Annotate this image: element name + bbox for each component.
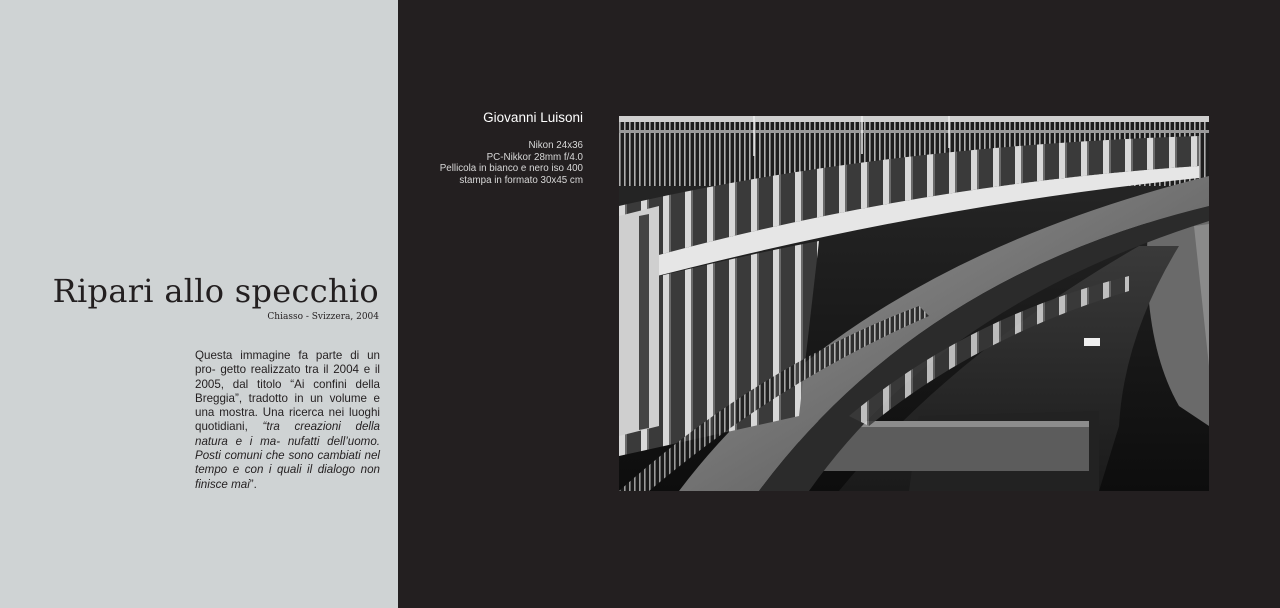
technical-specs (440, 140, 583, 186)
left-panel (0, 0, 398, 608)
spec-camera: Nikon 24x36 (528, 140, 583, 151)
photo-description (195, 349, 380, 492)
spec-film: Pellicola in bianco e nero iso 400 (439, 163, 583, 174)
spec-lens: PC-Nikkor 28mm f/4.0 (486, 151, 583, 163)
photographer-name: Giovanni Luisoni (483, 110, 583, 125)
description-quote: “tra creazioni della natura e i ma- nufatti dell’uomo. Posti comuni che sono cambiati nel tempo e con i quali il dialogo non finisce mai (195, 420, 380, 491)
photo-title: Ripari allo specchio (52, 272, 379, 310)
description-closing: ”. (249, 477, 257, 491)
description-intro: Questa immagine fa parte di un pro- getto realizzato tra il 2004 e il 2005, dal titolo “Ai confini della Breggia”, tradotto in un volume e una mostra. Una ricerca nei luoghi quotidiani, (195, 349, 380, 434)
spec-print: stampa in formato 30x45 cm (459, 174, 583, 186)
photograph-artwork (619, 116, 1209, 491)
photo-location: Chiasso - Svizzera, 2004 (267, 312, 379, 322)
bw-photograph (619, 116, 1209, 491)
